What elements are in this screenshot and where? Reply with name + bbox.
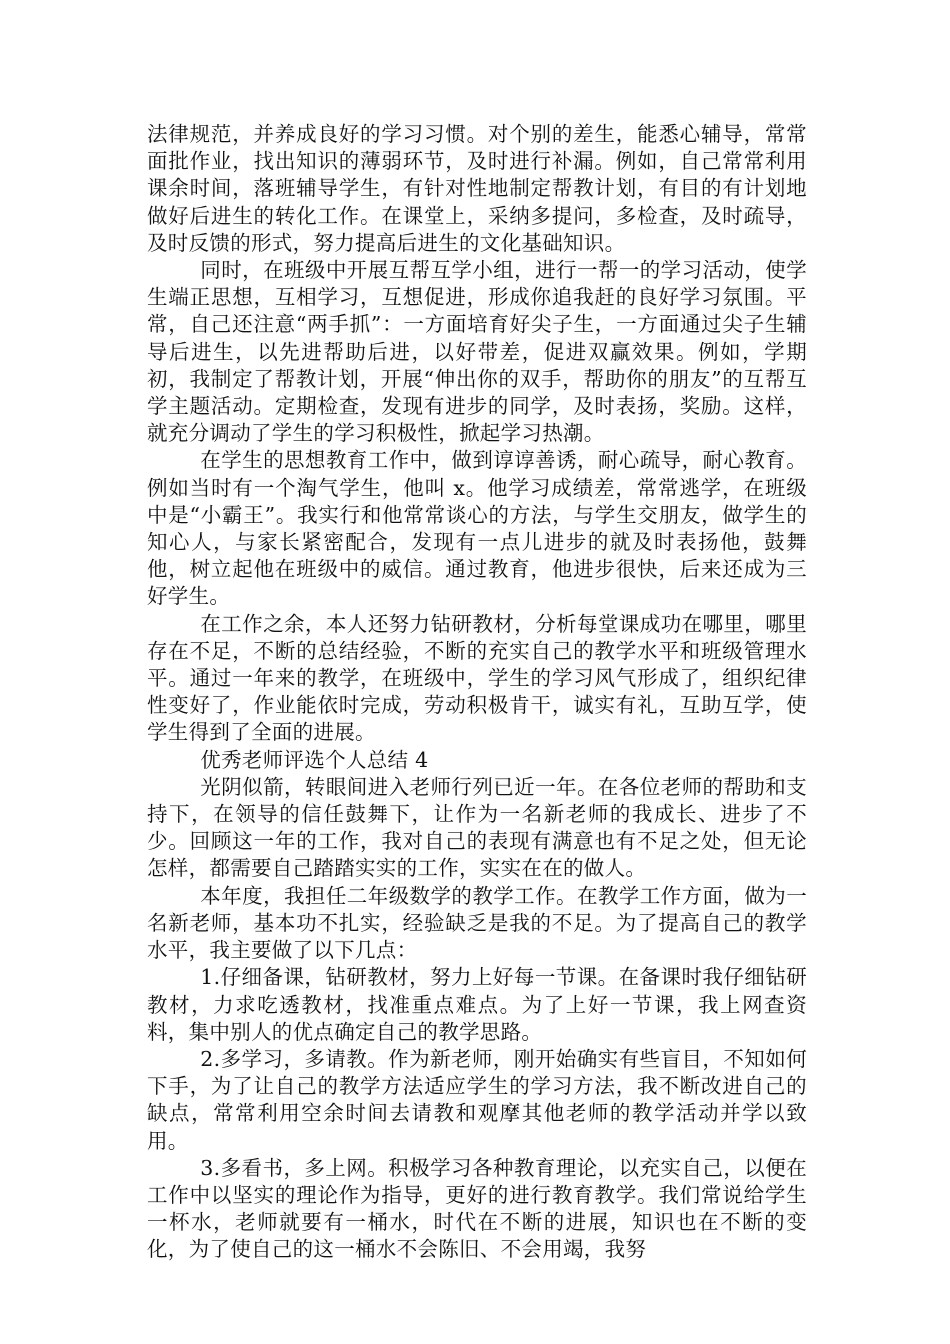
paragraph-teaching-role: 本年度，我担任二年级数学的教学工作。在教学工作方面，做为一名新老师，基本功不扎实，经验缺乏是我的不足。为了提高自己的教学水平，我主要做了以下几点： bbox=[147, 883, 807, 963]
paragraph-research-teaching: 在工作之余，本人还努力钻研教材，分析每堂课成功在哪里，哪里存在不足，不断的总结经验，不断的充实自己的教学水平和班级管理水平。通过一年来的教学，在班级中，学生的学习风气形成了，组织纪律性变好了，作业能依时完成，劳动积极肯干，诚实有礼，互助互学，使学生得到了全面的进展。 bbox=[147, 611, 807, 745]
paragraph-first-year: 光阴似箭，转眼间进入老师行列已近一年。在各位老师的帮助和支持下，在领导的信任鼓舞下，让作为一名新老师的我成长、进步了不少。回顾这一年的工作，我对自己的表现有满意也有不足之处，但无论怎样，都需要自己踏踏实实的工作，实实在在的做人。 bbox=[147, 774, 807, 881]
paragraph-moral-education: 在学生的思想教育工作中，做到谆谆善诱，耐心疏导，耐心教育。例如当时有一个淘气学生，他叫 x。他学习成绩差，常常逃学，在班级中是“小霸王”。我实行和他常常谈心的方法，与学生交朋友，做学生的知心人，与家长紧密配合，发现有一点儿进步的就及时表扬他，鼓舞他，树立起他在班级中的威信。通过教育，他进步很快，后来还成为三好学生。 bbox=[147, 448, 807, 609]
section-heading: 优秀老师评选个人总结 4 bbox=[200, 747, 429, 772]
paragraph-continuation: 法律规范，并养成良好的学习习惯。对个别的差生，能悉心辅导，常常面批作业，找出知识的薄弱环节，及时进行补漏。例如，自己常常利用课余时间，落班辅导学生，有针对性地制定帮教计划，有目的有计划地做好后进生的转化工作。在课堂上，采纳多提问，多检查，及时疏导，及时反馈的形式，努力提高后进生的文化基础知识。 bbox=[147, 122, 807, 255]
list-item-1: 1.仔细备课，钻研教材，努力上好每一节课。在备课时我仔细钻研教材，力求吃透教材，找准重点难点。为了上好一节课，我上网查资料，集中别人的优点确定自己的教学思路。 bbox=[147, 965, 807, 1044]
list-item-3: 3.多看书，多上网。积极学习各种教育理论，以充实自己，以便在工作中以坚实的理论作为指导，更好的进行教育教学。我们常说给学生一杯水，老师就要有一桶水，时代在不断的进展，知识也在不断的变化，为了使自己的这一桶水不会陈旧、不会用竭，我努 bbox=[147, 1155, 807, 1262]
list-item-2: 2.多学习，多请教。作为新老师，刚开始确实有些盲目，不知如何下手，为了让自己的教学方法适应学生的学习方法，我不断改进自己的缺点，常常利用空余时间去请教和观摩其他老师的教学活动并学以致用。 bbox=[147, 1046, 807, 1153]
document-page bbox=[147, 121, 807, 1264]
paragraph-mutual-help: 同时，在班级中开展互帮互学小组，进行一帮一的学习活动，使学生端正思想，互相学习，互想促进，形成你追我赶的良好学习氛围。平常，自己还注意“两手抓”：一方面培育好尖子生，一方面通过尖子生辅导后进生，以先进帮助后进，以好带差，促进双赢效果。例如，学期初，我制定了帮教计划，开展“伸出你的双手，帮助你的朋友”的互帮互学主题活动。定期检查，发现有进步的同学，及时表扬，奖励。这样，就充分调动了学生的学习积极性，掀起学习热潮。 bbox=[147, 258, 807, 446]
